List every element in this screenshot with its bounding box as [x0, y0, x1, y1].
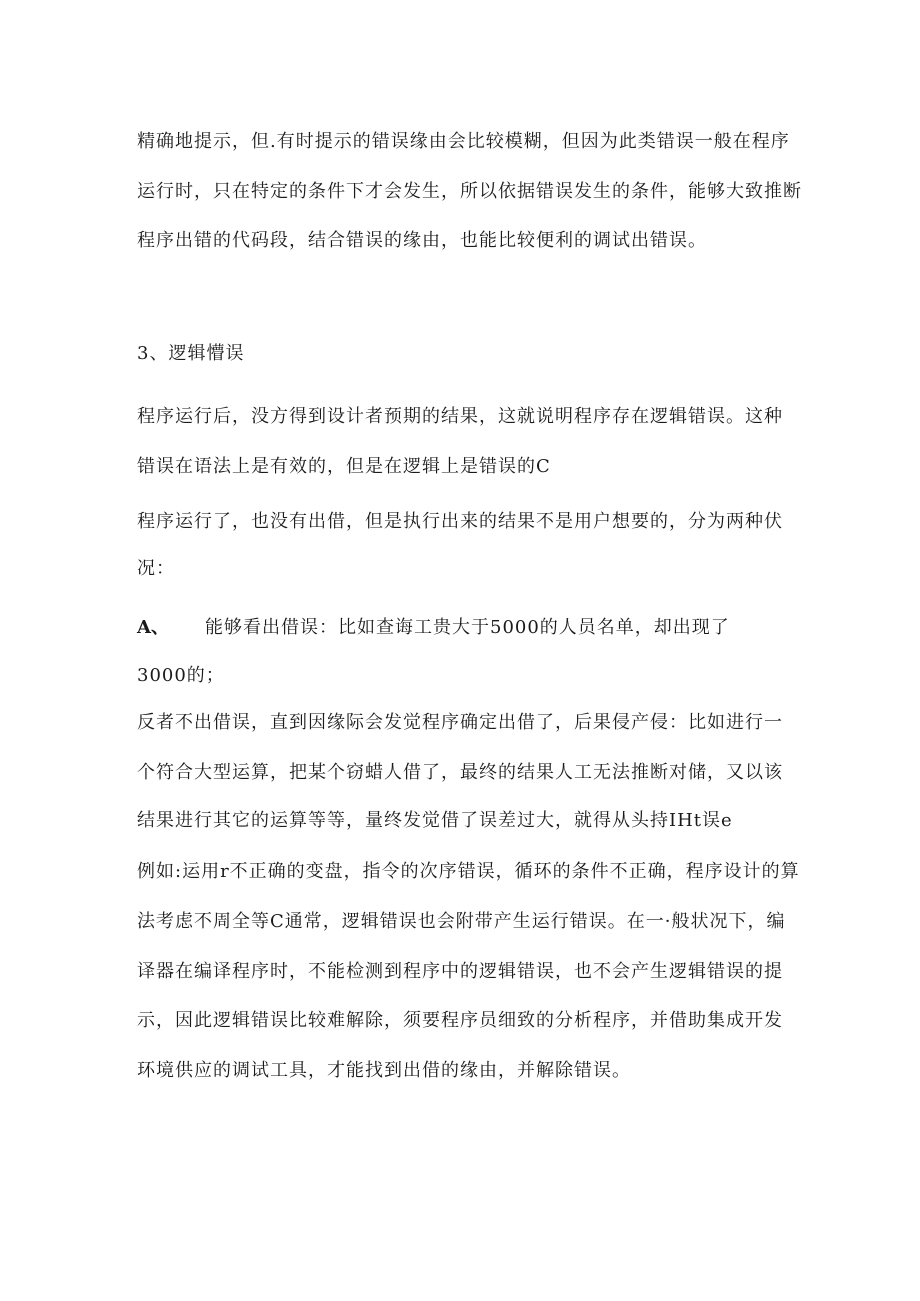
paragraph-line: 示，因此逻辑错误比较难解除，须要程序员细致的分析程序，并借助集成开发: [137, 1010, 783, 1031]
paragraph-line: 法考虑不周全等C通常，逻辑错误也会附带产生运行错误。在一·般状况下，编: [137, 911, 786, 932]
section-heading: 3、逻辑懵误: [137, 343, 245, 364]
paragraph-line: 个符合大型运算，把某个窃蜡人借了，最终的结果人工无法推断对储，又以该: [137, 762, 783, 783]
paragraph-line: 精确地提示，但.有时提示的错误缘由会比较模糊，但因为此类错误一般在程序: [137, 131, 790, 152]
list-item-a-text: 能够看出借误：比如查诲工贵大于5000的人员名单，却出现了: [205, 617, 730, 638]
paragraph-line: 反者不出借误，直到因缘际会发觉程序确定出借了，后果侵产侵：比如进行一: [137, 712, 783, 733]
paragraph-line: 环境供应的调试工具，才能找到出借的缘由，并解除错误。: [137, 1060, 631, 1081]
list-item-a-continuation: 3000的；: [137, 665, 225, 686]
paragraph-line: 结果进行其它的运算等等，量终发觉借了误差过大，就得从头持IHt误e: [137, 810, 733, 831]
paragraph-line: 错误在语法上是有效的，但是在逻辑上是错误的C: [137, 456, 551, 477]
paragraph-line: 程序运行了，也没有出借，但是执行出来的结果不是用户想要的，分为两种伏: [137, 511, 783, 532]
paragraph-line: 程序运行后，没方得到设计者预期的结果，这就说明程序存在逻辑错误。这种: [137, 406, 783, 427]
paragraph-line: 译器在编译程序时，不能检测到程序中的逻辑错误，也不会产生逻辑错误的提: [137, 961, 783, 982]
paragraph-line: 程序出错的代码段，结合错误的缘由，也能比较便利的调试出错误。: [137, 230, 707, 251]
list-marker-a: A、: [137, 617, 169, 638]
paragraph-line: 运行时，只在特定的条件下才会发生，所以依据错误发生的条件，能够大致推断: [137, 181, 802, 202]
paragraph-line: 况：: [137, 558, 175, 579]
paragraph-line: 例如:运用r不正确的变盘，指令的次序错误，循环的条件不正确，程序设计的算: [137, 861, 800, 882]
